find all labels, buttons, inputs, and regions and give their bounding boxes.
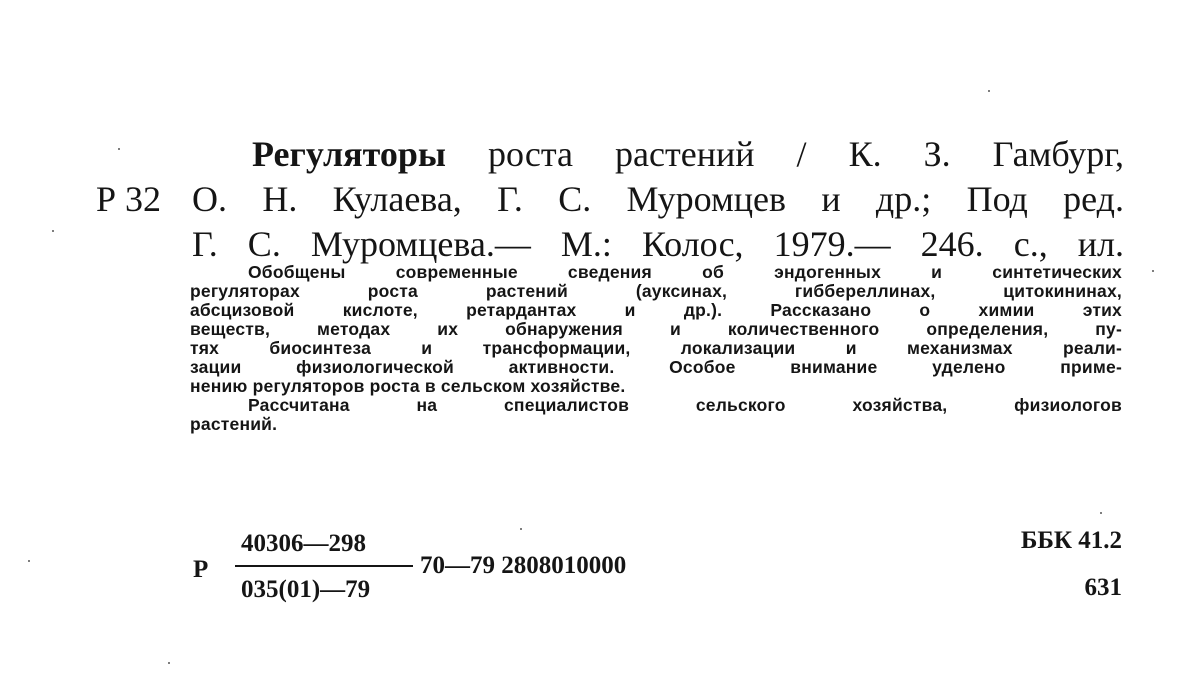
fraction-denominator: 035(01)—79	[241, 576, 371, 603]
scan-speck	[168, 662, 170, 664]
scan-speck	[52, 230, 54, 232]
annotation-line: Обобщены современные сведения об эндогенных и синтетических	[248, 262, 1122, 282]
audience-line: растений.	[190, 414, 278, 434]
audience-line: Рассчитана на специалистов сельского хозяйства, физиологов	[248, 395, 1122, 415]
annotation-line: веществ, методах их обнаружения и количественного определения, пу-	[190, 319, 1122, 339]
fraction-bar	[235, 565, 413, 567]
annotation-line: абсцизовой кислоте, ретардантах и др.). Рассказано о химии этих	[190, 300, 1122, 320]
annotation-line: регуляторах роста растений (ауксинах, гиббереллинах, цитокининах,	[190, 281, 1122, 301]
scan-speck	[520, 528, 522, 530]
scan-speck	[1152, 270, 1154, 272]
bibliographic-line-1	[252, 132, 1124, 176]
scan-speck	[1100, 512, 1102, 514]
bibliographic-line-3: Г. С. Муромцева.— М.: Колос, 1979.— 246. с., ил.	[192, 224, 1124, 264]
book-title: Регуляторы	[252, 134, 446, 174]
bbk-index: ББК 41.2	[1020, 527, 1122, 554]
bibliographic-line-2: О. Н. Кулаева, Г. С. Муромцев и др.; Под ред.	[192, 179, 1124, 219]
catalog-code: Р 32	[96, 179, 162, 219]
bibliographic-title-rest: роста растений / К. З. Гамбург,	[488, 134, 1124, 174]
classification-suffix: 70—79 2808010000	[420, 552, 627, 579]
classification-prefix: Р	[193, 556, 209, 583]
annotation-line: тях биосинтеза и трансформации, локализации и механизмах реали-	[190, 338, 1122, 358]
fraction-numerator: 40306—298	[241, 530, 366, 557]
annotation-line: нению регуляторов роста в сельском хозяйстве.	[190, 376, 626, 396]
annotation-line: зации физиологической активности. Особое внимание уделено приме-	[190, 357, 1122, 377]
udc-index: 631	[1084, 574, 1122, 601]
scan-speck	[118, 148, 120, 150]
scan-speck	[28, 560, 30, 562]
scan-speck	[988, 90, 990, 92]
